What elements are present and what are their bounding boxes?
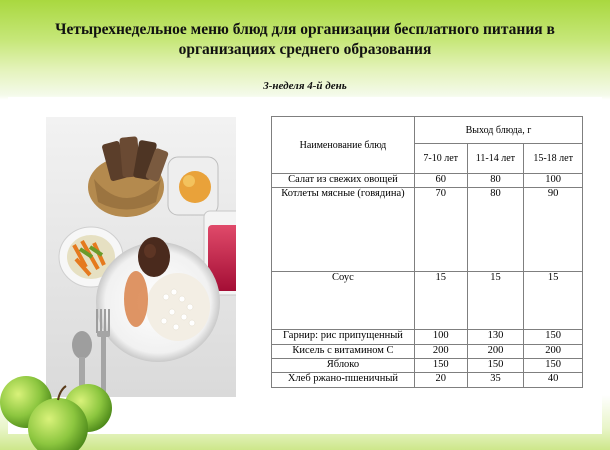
dish-value: 15 <box>414 272 467 330</box>
green-apples-decoration <box>0 360 120 450</box>
dish-name-header: Наименование блюд <box>272 117 415 174</box>
dish-value: 35 <box>467 373 524 388</box>
dish-value: 20 <box>414 373 467 388</box>
table-row <box>272 272 583 330</box>
dish-name: Салат из свежих овощей <box>272 174 415 188</box>
page-title: Четырехнедельное меню блюд для организации бесплатного питания в организациях среднего образования <box>55 21 555 58</box>
dish-value: 15 <box>524 272 583 330</box>
dish-value: 150 <box>524 359 583 373</box>
table-row <box>272 345 583 359</box>
dish-name: Яблоко <box>272 359 415 373</box>
apple-in-container <box>168 157 218 215</box>
dish-value: 80 <box>467 188 524 272</box>
menu-table <box>271 116 583 388</box>
dish-name: Хлеб ржано-пшеничный <box>272 373 415 388</box>
dish-value: 100 <box>524 174 583 188</box>
dish-value: 200 <box>524 345 583 359</box>
page-subtitle: 3-неделя 4-й день <box>263 80 347 92</box>
dish-value: 150 <box>524 330 583 345</box>
meal-photo <box>46 117 236 397</box>
age-header-11-14: 11-14 лет <box>467 144 524 174</box>
dish-value: 40 <box>524 373 583 388</box>
dish-value: 60 <box>414 174 467 188</box>
table-row <box>272 359 583 373</box>
dish-name: Котлеты мясные (говядина) <box>272 188 415 272</box>
dish-value: 200 <box>467 345 524 359</box>
dish-value: 150 <box>467 359 524 373</box>
dish-value: 70 <box>414 188 467 272</box>
dish-value: 90 <box>524 188 583 272</box>
table-row <box>272 174 583 188</box>
dish-name: Кисель с витамином С <box>272 345 415 359</box>
age-header-15-18: 15-18 лет <box>524 144 583 174</box>
dish-name: Соус <box>272 272 415 330</box>
table-row <box>272 373 583 388</box>
dish-output-header: Выход блюда, г <box>414 117 582 144</box>
table-row <box>272 188 583 272</box>
dish-value: 200 <box>414 345 467 359</box>
dish-value: 150 <box>414 359 467 373</box>
age-header-7-10: 7-10 лет <box>414 144 467 174</box>
dish-value: 130 <box>467 330 524 345</box>
dish-value: 15 <box>467 272 524 330</box>
table-row <box>272 330 583 345</box>
dish-name: Гарнир: рис припущенный <box>272 330 415 345</box>
dish-value: 80 <box>467 174 524 188</box>
dish-value: 100 <box>414 330 467 345</box>
